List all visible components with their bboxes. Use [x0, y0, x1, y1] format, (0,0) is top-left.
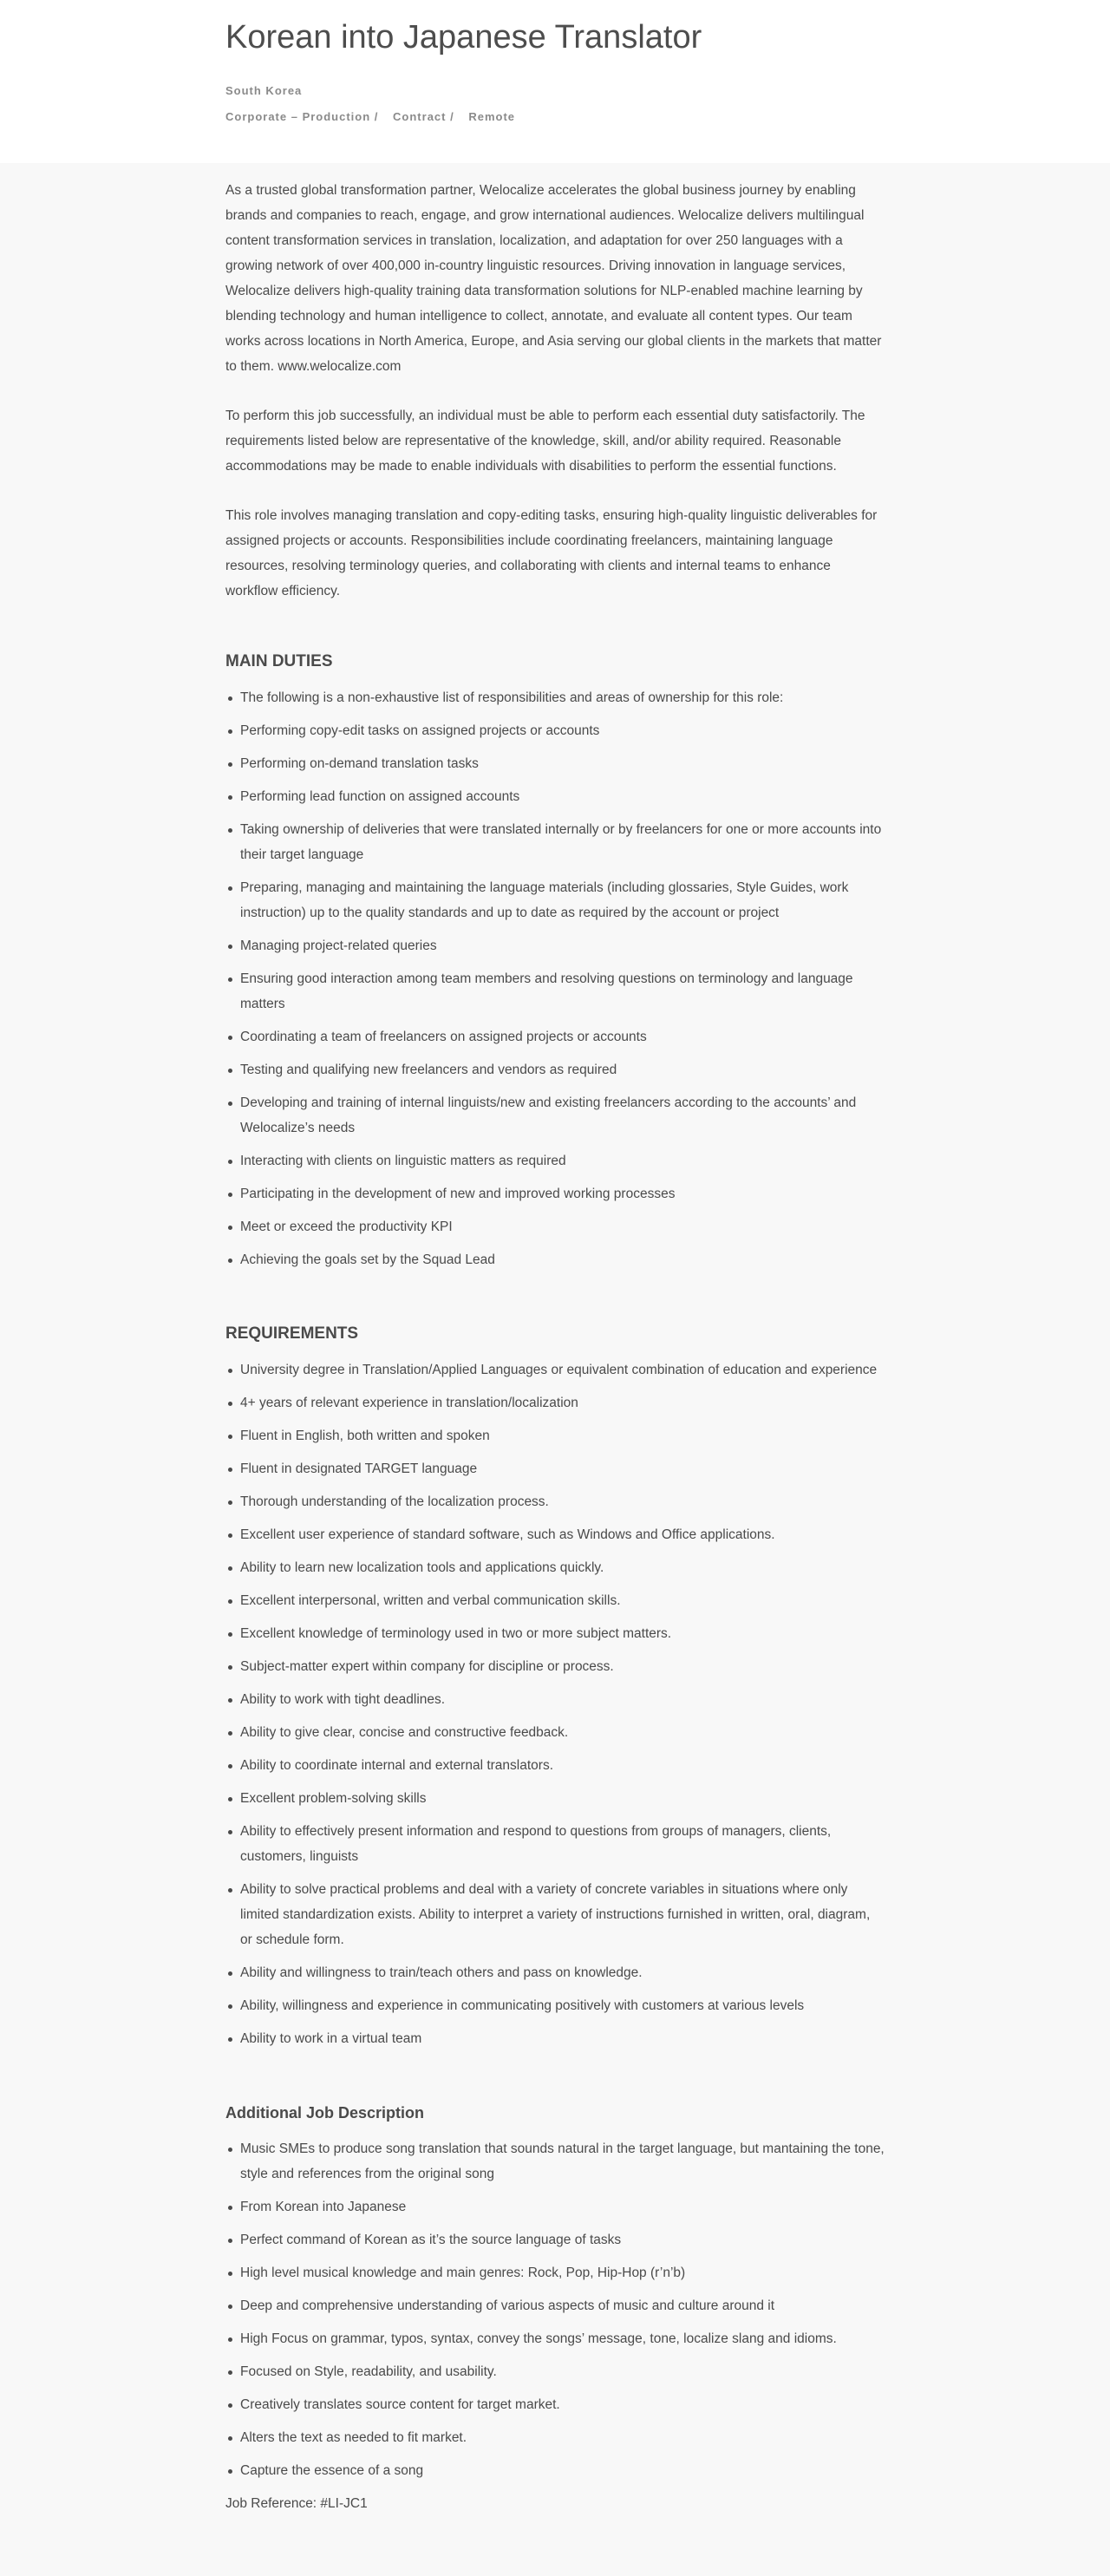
list-item: Subject-matter expert within company for discipline or process.: [240, 1654, 885, 1679]
list-item: Performing copy-edit tasks on assigned projects or accounts: [240, 718, 885, 743]
list-item: Performing lead function on assigned accounts: [240, 784, 885, 809]
job-reference: Job Reference: #LI-JC1: [225, 2496, 368, 2511]
list-item: Testing and qualifying new freelancers and vendors as required: [240, 1057, 885, 1082]
list-item: Achieving the goals set by the Squad Lead: [240, 1247, 885, 1272]
list-item: Performing on-demand translation tasks: [240, 751, 885, 776]
section-title-main-duties: MAIN DUTIES: [225, 652, 333, 670]
list-item: Coordinating a team of freelancers on assigned projects or accounts: [240, 1024, 885, 1049]
list-item: Participating in the development of new and improved working processes: [240, 1181, 885, 1206]
intro-paragraph: As a trusted global transformation partner, Welocalize accelerates the global business journey by enabling brands and companies to reach, engage, and grow international audiences. Welocalize delivers multilingual content transformation services in translation, localization, and adaptation for over 250 languages with a growing network of over 400,000 in-country linguistic resources. Driving innovation in language services, Welocalize delivers high-quality training data transformation solutions for NLP-enabled machine learning by blending technology and human intelligence to collect, annotate, and evaluate all content types. Our team works across locations in North America, Europe, and Asia serving our global clients in the markets that matter to them. www.welocalize.com: [225, 183, 882, 374]
list-item: Music SMEs to produce song translation that sounds natural in the target language, but mantaining the tone, style and references from the original song: [240, 2136, 885, 2187]
list-item: Preparing, managing and maintaining the language materials (including glossaries, Style Guides, work instruction) up to the quality standards and up to date as required by the account or project: [240, 875, 885, 925]
job-categories: [225, 109, 885, 125]
list-item: Ability and willingness to train/teach others and pass on knowledge.: [240, 1960, 885, 1985]
list-item: The following is a non-exhaustive list of responsibilities and areas of ownership for this role:: [240, 685, 885, 710]
category-commitment: Contract /: [393, 110, 454, 123]
list-item: Fluent in English, both written and spoken: [240, 1423, 885, 1448]
section-title-requirements: REQUIREMENTS: [225, 1324, 359, 1343]
list-item: Taking ownership of deliveries that were translated internally or by freelancers for one or more accounts into their target language: [240, 817, 885, 867]
list-item: From Korean into Japanese: [240, 2194, 885, 2220]
list-item: Deep and comprehensive understanding of various aspects of music and culture around it: [240, 2293, 885, 2318]
main-duties-list: [225, 685, 885, 1272]
list-item: High level musical knowledge and main genres: Rock, Pop, Hip-Hop (r’n’b): [240, 2260, 885, 2285]
list-item: Interacting with clients on linguistic matters as required: [240, 1148, 885, 1174]
list-item: Ability to solve practical problems and deal with a variety of concrete variables in situations where only limited standardization exists. Ability to interpret a variety of instructions furnished in written, oral, diagram, or schedule form.: [240, 1877, 885, 1952]
posting-header: [0, 0, 1110, 163]
list-item: Excellent knowledge of terminology used in two or more subject matters.: [240, 1621, 885, 1646]
list-item: Alters the text as needed to fit market.: [240, 2425, 885, 2450]
list-item: Focused on Style, readability, and usability.: [240, 2359, 885, 2384]
list-item: Fluent in designated TARGET language: [240, 1456, 885, 1481]
category-department: Corporate – Production /: [225, 110, 379, 123]
job-title: Korean into Japanese Translator: [225, 19, 702, 56]
list-item: Developing and training of internal linguists/new and existing freelancers according to the accounts’ and Welocalize’s needs: [240, 1090, 885, 1141]
list-item: Perfect command of Korean as it’s the source language of tasks: [240, 2227, 885, 2252]
list-item: Ability to give clear, concise and constructive feedback.: [240, 1720, 885, 1745]
list-item: Ability to work with tight deadlines.: [240, 1687, 885, 1712]
section-title-additional: Additional Job Description: [225, 2104, 425, 2122]
list-item: Ability to effectively present information and respond to questions from groups of managers, clients, customers, linguists: [240, 1819, 885, 1869]
list-item: Managing project-related queries: [240, 933, 885, 958]
intro-paragraph: This role involves managing translation and copy-editing tasks, ensuring high-quality linguistic deliverables for assigned projects or accounts. Responsibilities include coordinating freelancers, maintaining language resources, resolving terminology queries, and collaborating with clients and internal teams to enhance workflow efficiency.: [225, 508, 878, 598]
job-description: [0, 163, 1110, 2516]
list-item: 4+ years of relevant experience in translation/localization: [240, 1390, 885, 1415]
list-item: Ability to learn new localization tools and applications quickly.: [240, 1555, 885, 1580]
list-item: Excellent interpersonal, written and verbal communication skills.: [240, 1588, 885, 1613]
list-item: University degree in Translation/Applied Languages or equivalent combination of education and experience: [240, 1357, 885, 1383]
list-item: High Focus on grammar, typos, syntax, convey the songs’ message, tone, localize slang and idioms.: [240, 2326, 885, 2351]
additional-list: [225, 2136, 885, 2483]
list-item: Ability to work in a virtual team: [240, 2026, 885, 2051]
list-item: Thorough understanding of the localization process.: [240, 1489, 885, 1514]
list-item: Ensuring good interaction among team members and resolving questions on terminology and language matters: [240, 966, 885, 1017]
list-item: Ability to coordinate internal and external translators.: [240, 1753, 885, 1778]
category-workplace: Remote: [468, 110, 516, 123]
list-item: Capture the essence of a song: [240, 2458, 885, 2483]
list-item: Creatively translates source content for target market.: [240, 2392, 885, 2417]
list-item: Excellent problem-solving skills: [240, 1786, 885, 1811]
list-item: Excellent user experience of standard software, such as Windows and Office applications.: [240, 1522, 885, 1547]
intro-paragraph: To perform this job successfully, an individual must be able to perform each essential duty satisfactorily. The requirements listed below are representative of the knowledge, skill, and/or ability required. Reasonable accommodations may be made to enable individuals with disabilities to perform the essential functions.: [225, 409, 865, 474]
list-item: Ability, willingness and experience in communicating positively with customers at various levels: [240, 1993, 885, 2018]
requirements-list: [225, 1357, 885, 2051]
list-item: Meet or exceed the productivity KPI: [240, 1214, 885, 1239]
job-location: South Korea: [225, 84, 303, 97]
